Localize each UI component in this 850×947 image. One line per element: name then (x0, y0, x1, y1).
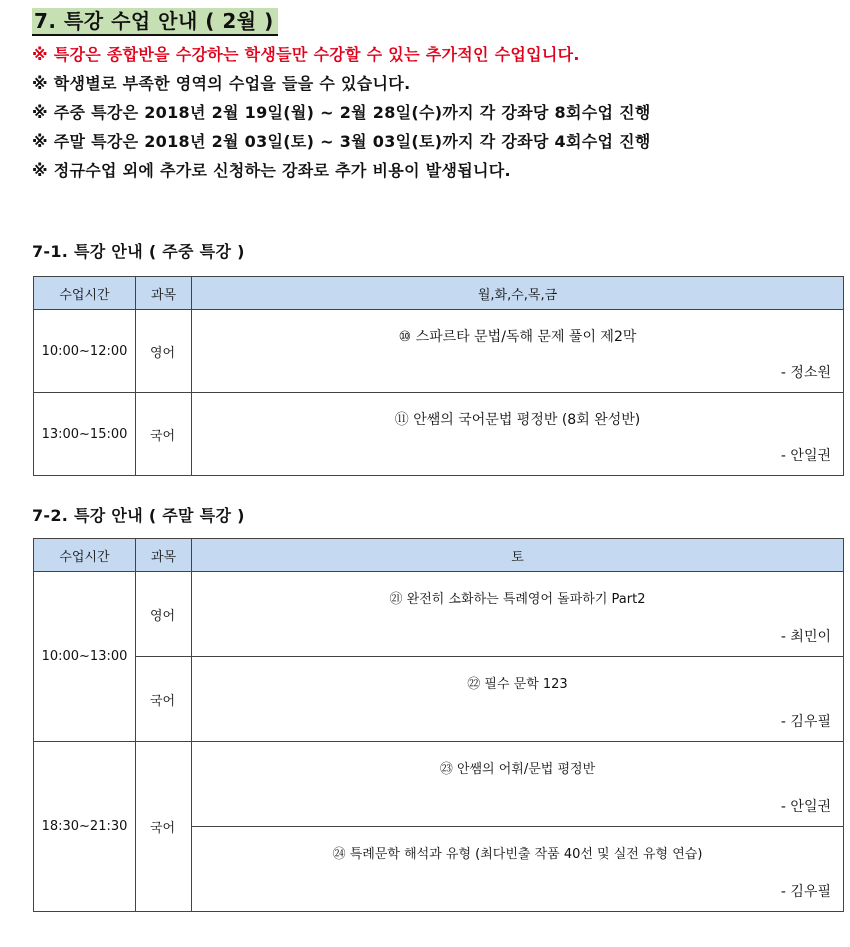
course-cell (192, 657, 844, 742)
course-name: ㉒ 필수 문학 123 (467, 677, 568, 692)
notice-list (32, 40, 832, 185)
table-row (34, 742, 844, 827)
table-header-row (34, 539, 844, 572)
subject: 영어 (136, 310, 192, 393)
notice-line: ※ 주말 특강은 2018년 2월 03일(토) ~ 3월 03일(토)까지 각 강좌당 4회수업 진행 (32, 132, 651, 151)
header-time: 수업시간 (34, 277, 136, 310)
header-subject: 과목 (136, 277, 192, 310)
teacher-name: - 김우필 (780, 714, 831, 730)
table-row (34, 657, 844, 742)
table-header-row (34, 277, 844, 310)
table-row (34, 310, 844, 393)
teacher-name: - 최민이 (780, 629, 831, 645)
teacher-name: - 정소원 (780, 365, 831, 381)
course-cell (192, 742, 844, 827)
course-cell (192, 310, 844, 393)
class-time: 18:30~21:30 (34, 742, 136, 912)
class-time: 10:00~13:00 (34, 572, 136, 742)
course-name: ⑪ 안쌤의 국어문법 평정반 (8회 완성반) (394, 412, 641, 428)
weekend-schedule-table (33, 538, 844, 912)
course-name: ⑩ 스파르타 문법/독해 문제 풀이 제2막 (398, 329, 637, 345)
header-days: 토 (192, 539, 844, 572)
weekday-schedule-table (33, 276, 844, 476)
weekday-section-title: 7-1. 특강 안내 ( 주중 특강 ) (32, 242, 245, 261)
course-name: ㉔ 특례문학 해석과 유형 (최다빈출 작품 40선 및 실전 유형 연습) (332, 847, 703, 862)
table-row (34, 393, 844, 476)
course-name: ㉓ 안쌤의 어휘/문법 평정반 (439, 762, 596, 777)
weekend-section-title: 7-2. 특강 안내 ( 주말 특강 ) (32, 506, 245, 525)
teacher-name: - 안일권 (780, 448, 831, 464)
notice-line: ※ 주중 특강은 2018년 2월 19일(월) ~ 2월 28일(수)까지 각 강좌당 8회수업 진행 (32, 103, 651, 122)
notice-line: ※ 특강은 종합반을 수강하는 학생들만 수강할 수 있는 추가적인 수업입니다. (32, 45, 580, 64)
header-subject: 과목 (136, 539, 192, 572)
subject: 국어 (136, 742, 192, 912)
course-cell (192, 572, 844, 657)
header-days: 월,화,수,목,금 (192, 277, 844, 310)
class-time: 13:00~15:00 (34, 393, 136, 476)
subject: 국어 (136, 657, 192, 742)
notice-line: ※ 정규수업 외에 추가로 신청하는 강좌로 추가 비용이 발생됩니다. (32, 161, 511, 180)
page-title: 7. 특강 수업 안내 ( 2월 ) (32, 8, 278, 36)
course-name: ㉑ 완전히 소화하는 특례영어 돌파하기 Part2 (389, 592, 646, 607)
subject: 국어 (136, 393, 192, 476)
course-cell (192, 827, 844, 912)
table-row (34, 572, 844, 657)
subject: 영어 (136, 572, 192, 657)
header-time: 수업시간 (34, 539, 136, 572)
course-cell (192, 393, 844, 476)
teacher-name: - 김우필 (780, 884, 831, 900)
class-time: 10:00~12:00 (34, 310, 136, 393)
teacher-name: - 안일권 (780, 799, 831, 815)
notice-line: ※ 학생별로 부족한 영역의 수업을 들을 수 있습니다. (32, 74, 411, 93)
